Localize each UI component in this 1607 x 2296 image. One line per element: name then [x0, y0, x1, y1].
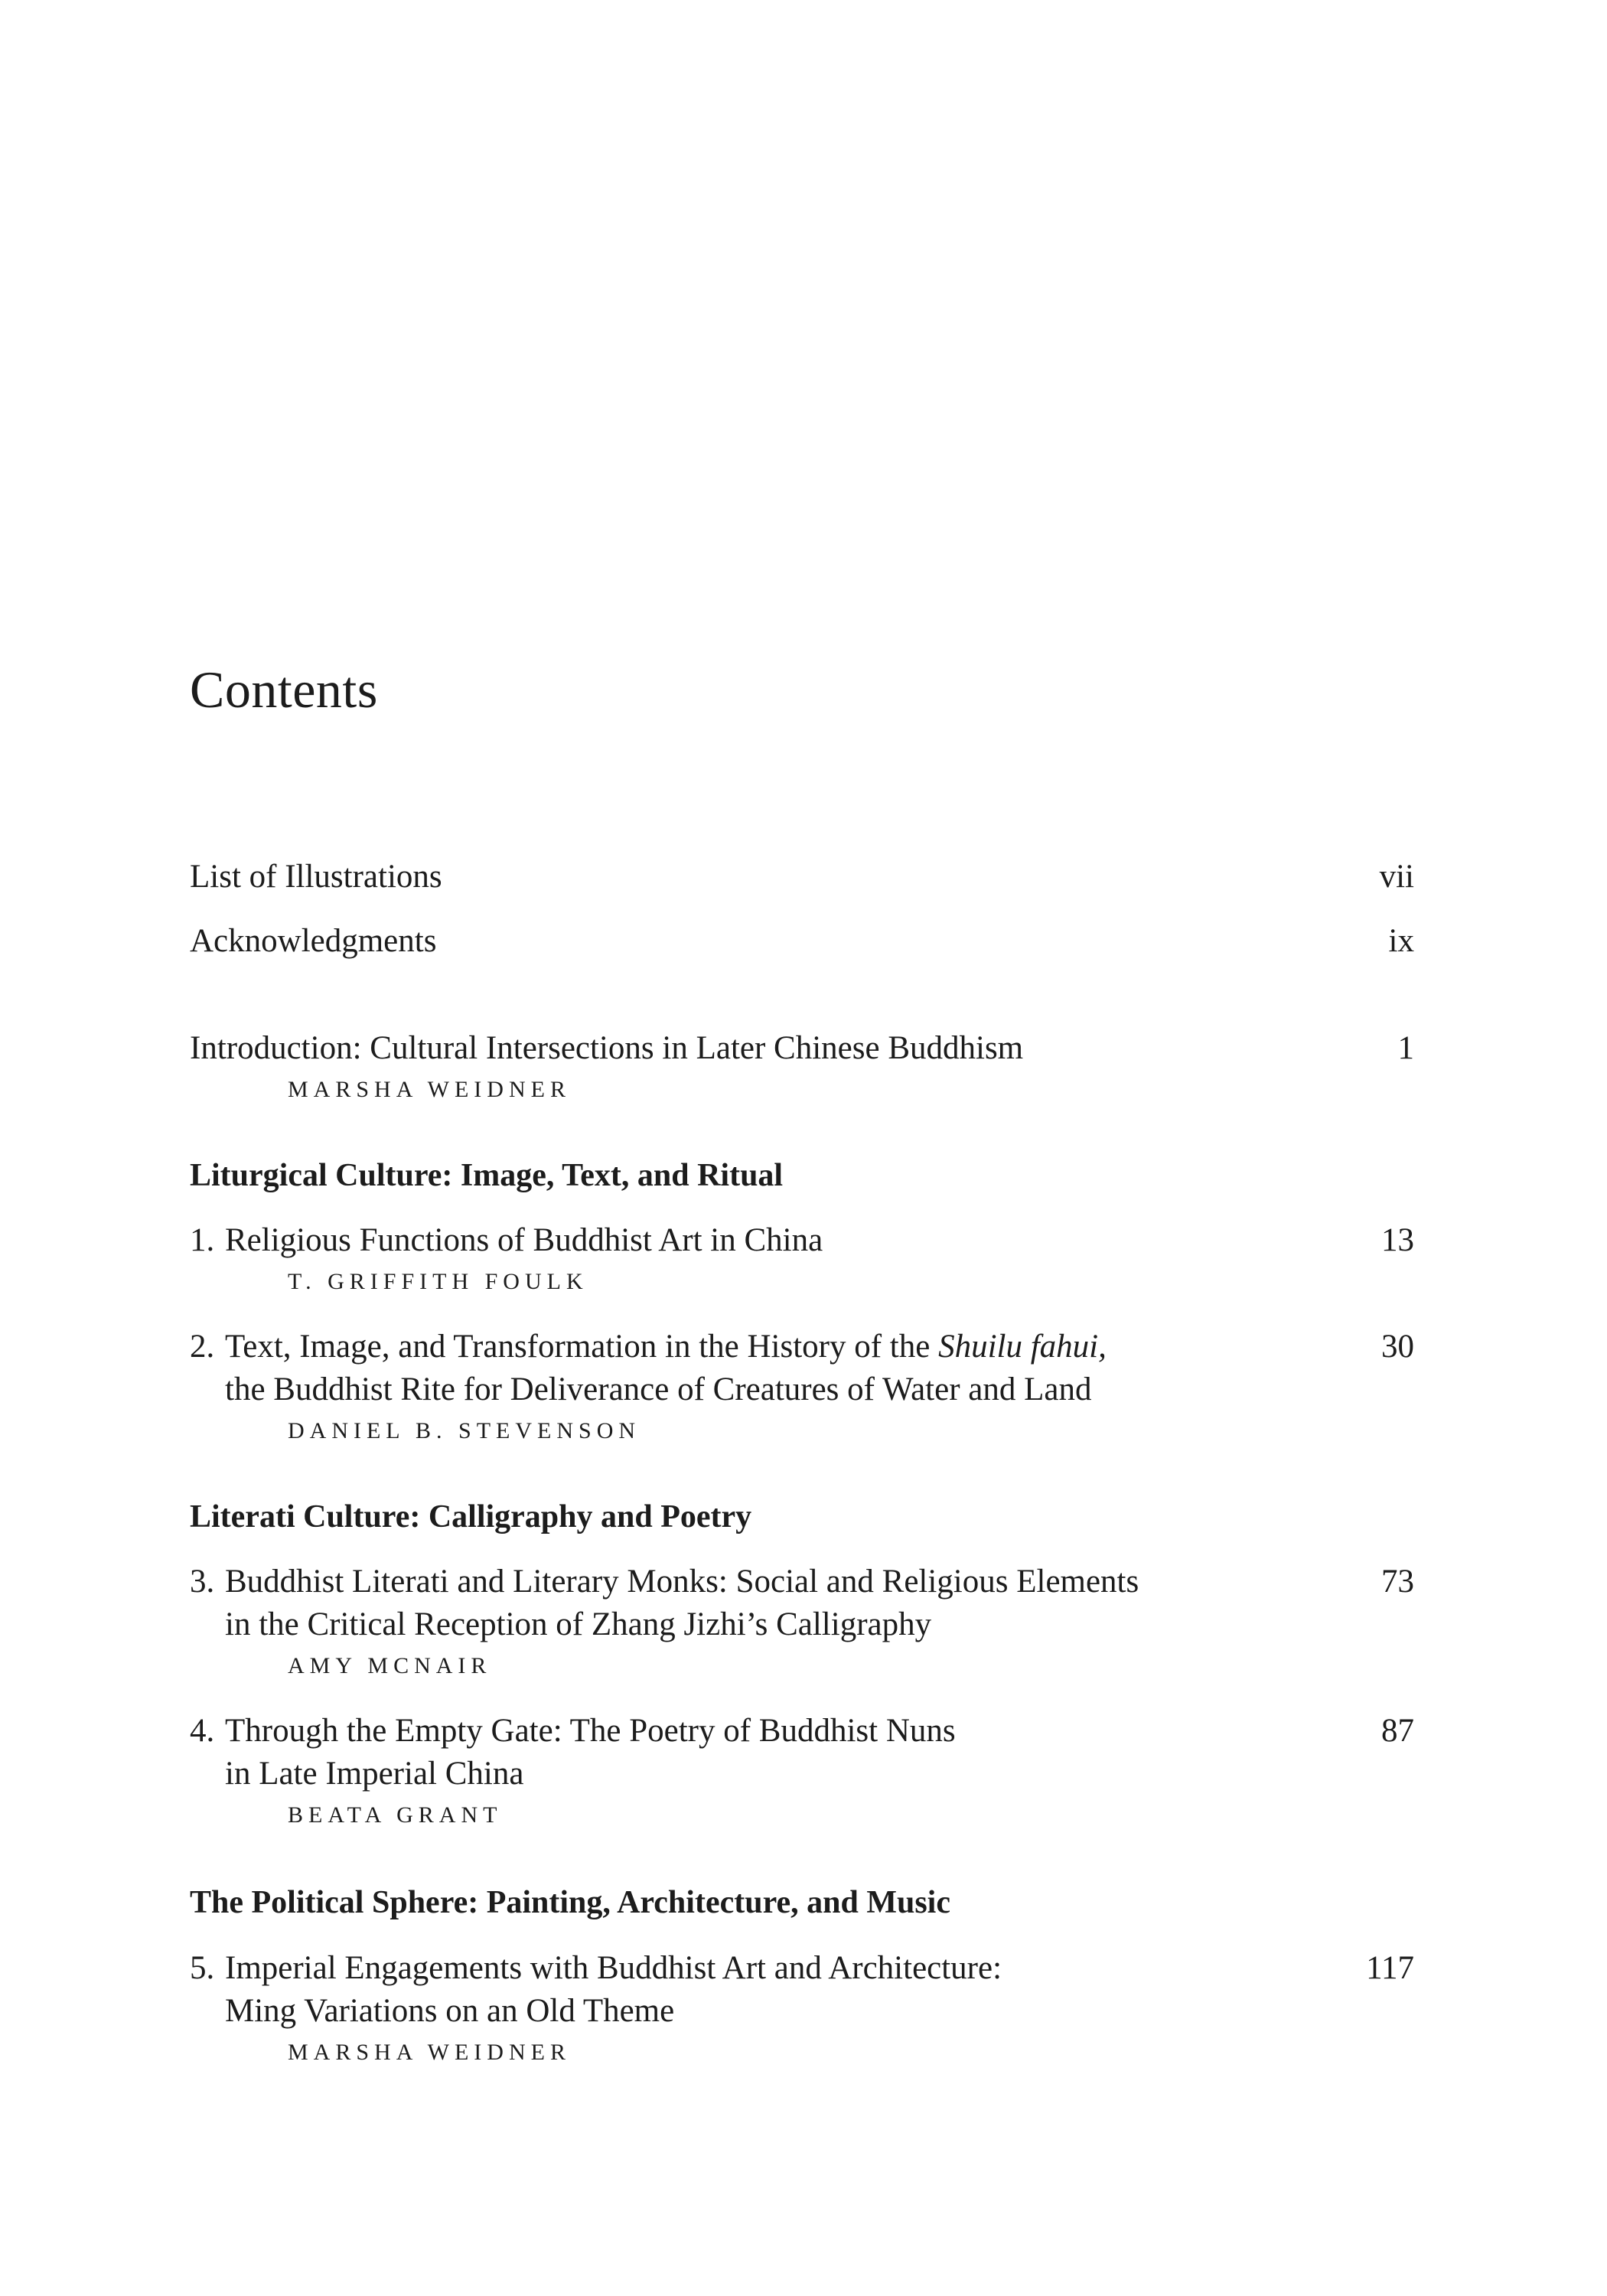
chapter-number: 4.: [190, 1713, 215, 1749]
toc-entry-chapter-5[interactable]: [190, 1947, 1414, 2069]
toc-page-number: 1: [1397, 1030, 1414, 1066]
chapter-author: BEATA GRANT: [288, 1802, 503, 1828]
chapter-author: DANIEL B. STEVENSON: [288, 1418, 641, 1443]
chapter-title-line: [190, 1219, 1414, 1262]
chapter-title-italic: Shuilu fahui,: [938, 1329, 1107, 1365]
chapter-author: T. GRIFFITH FOULK: [288, 1269, 588, 1294]
toc-entry-list-of-illustrations[interactable]: [190, 856, 1414, 899]
chapter-title-continuation: the Buddhist Rite for Deliverance of Creatures of Water and Land: [225, 1371, 1092, 1407]
toc-entry-label: Acknowledgments: [190, 923, 437, 959]
section-heading: Literati Culture: Calligraphy and Poetry: [190, 1499, 752, 1534]
chapter-title-line: [190, 1561, 1414, 1603]
toc-page-number: vii: [1379, 859, 1414, 895]
section-heading: Liturgical Culture: Image, Text, and Ritual: [190, 1158, 784, 1193]
toc-entry-introduction[interactable]: [190, 1027, 1414, 1107]
chapter-author: MARSHA WEIDNER: [288, 2040, 571, 2065]
chapter-title: Through the Empty Gate: The Poetry of Buddhist Nuns: [225, 1713, 956, 1749]
chapter-number: 5.: [190, 1950, 215, 1986]
chapter-title: Religious Functions of Buddhist Art in China: [225, 1222, 823, 1258]
chapter-title-continuation: in Late Imperial China: [225, 1756, 524, 1792]
chapter-title-line: [190, 1710, 1414, 1753]
toc-page-number: 73: [1381, 1564, 1414, 1600]
chapter-title-continuation: in the Critical Reception of Zhang Jizhi’s Calligraphy: [225, 1606, 932, 1642]
chapter-title: Text, Image, and Transformation in the History of the: [225, 1329, 939, 1365]
page-title: Contents: [190, 660, 378, 719]
chapter-author: AMY MCNAIR: [288, 1653, 492, 1678]
toc-page-number: 87: [1381, 1713, 1414, 1749]
chapter-number: 1.: [190, 1222, 215, 1258]
chapter-number: 2.: [190, 1329, 215, 1365]
chapter-title-line: [190, 1947, 1414, 1990]
toc-page-number: 30: [1381, 1329, 1414, 1365]
toc-entry-label: Introduction: Cultural Intersections in Later Chinese Buddhism: [190, 1030, 1024, 1066]
toc-entry-acknowledgments[interactable]: [190, 920, 1414, 963]
chapter-author: MARSHA WEIDNER: [288, 1077, 571, 1102]
toc-entry-chapter-4[interactable]: [190, 1710, 1414, 1832]
chapter-title-line: [190, 1326, 1414, 1368]
chapter-number: 3.: [190, 1564, 215, 1600]
toc-page-number: ix: [1388, 923, 1414, 959]
toc-page-number: 117: [1366, 1950, 1414, 1986]
toc-page-number: 13: [1381, 1222, 1414, 1258]
section-heading: The Political Sphere: Painting, Architecture, and Music: [190, 1885, 950, 1920]
chapter-title: Buddhist Literati and Literary Monks: Social and Religious Elements: [225, 1564, 1139, 1600]
chapter-title: Imperial Engagements with Buddhist Art and Architecture:: [225, 1950, 1002, 1986]
toc-entry-chapter-3[interactable]: [190, 1561, 1414, 1683]
toc-entry-chapter-1[interactable]: [190, 1219, 1414, 1299]
toc-entry-chapter-2[interactable]: [190, 1326, 1414, 1448]
chapter-title-continuation: Ming Variations on an Old Theme: [225, 1993, 675, 2029]
toc-entry-label: List of Illustrations: [190, 859, 442, 895]
